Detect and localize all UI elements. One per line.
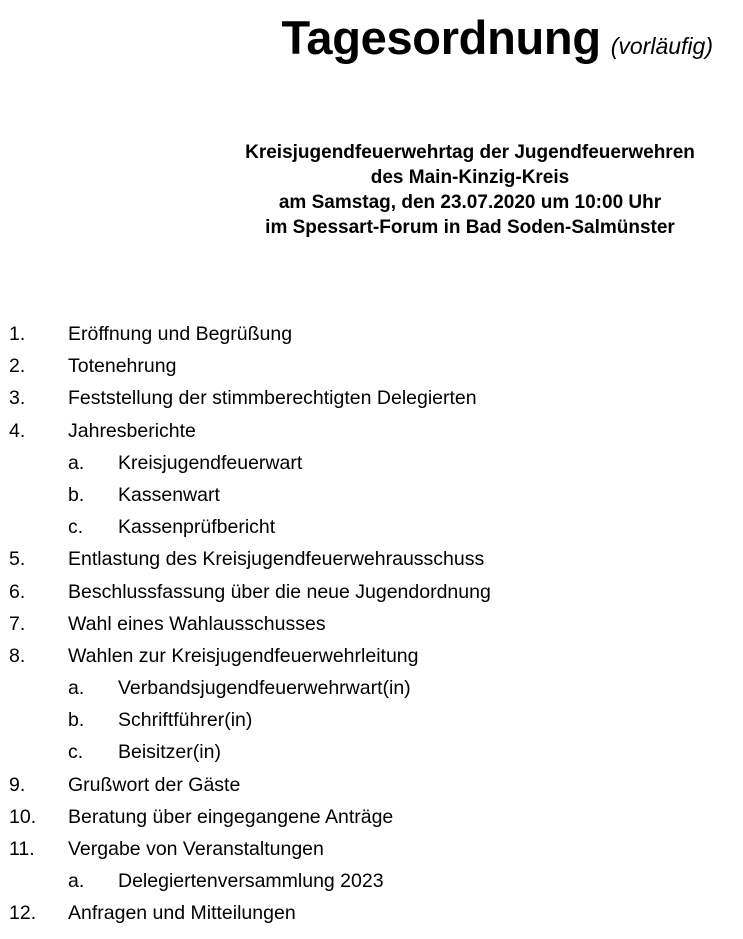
agenda-item-text: Schriftführer(in) [118, 709, 253, 732]
agenda-item-number: c. [68, 741, 84, 764]
agenda-item-text: Verbandsjugendfeuerwehrwart(in) [118, 677, 411, 700]
agenda-item-text: Wahlen zur Kreisjugendfeuerwehrleitung [68, 644, 419, 667]
agenda-item [0, 318, 743, 350]
agenda-item-number: 1. [9, 323, 26, 345]
agenda-item-number: 2. [9, 355, 26, 378]
agenda-item [0, 833, 743, 865]
title-status: (vorläufig) [610, 33, 713, 59]
agenda-item-number: 4. [9, 419, 26, 442]
agenda-item-text: Beisitzer(in) [118, 741, 221, 764]
agenda-item [0, 576, 743, 608]
agenda-item-number: 11. [9, 838, 35, 860]
agenda-item [0, 350, 743, 382]
title-main: Tagesordnung [281, 11, 601, 64]
agenda-item-number: 12. [9, 902, 37, 925]
agenda-item [0, 640, 743, 672]
agenda-item-text: Anfragen und Mitteilungen [68, 902, 296, 925]
agenda-item-number: a. [68, 677, 85, 700]
agenda-item-number: 6. [9, 580, 26, 603]
agenda-subitem [0, 511, 743, 543]
agenda-item [0, 415, 743, 447]
agenda-item-number: a. [68, 870, 85, 893]
agenda-item-number: b. [68, 709, 85, 732]
event-details [190, 140, 743, 240]
agenda-item [0, 382, 743, 414]
agenda-item-text: Jahresberichte [68, 419, 196, 442]
agenda-item-text: Kassenwart [118, 483, 220, 506]
agenda-item-number: 3. [9, 387, 26, 410]
page-title [0, 10, 743, 65]
agenda-item-text: Vergabe von Veranstaltungen [68, 838, 324, 860]
agenda-item-text: Delegiertenversammlung 2023 [118, 870, 384, 893]
agenda-item-number: c. [68, 516, 84, 539]
agenda-item-text: Kassenprüfbericht [118, 516, 276, 539]
agenda-list [0, 318, 743, 930]
agenda-subitem [0, 736, 743, 768]
agenda-item-number: 5. [9, 548, 26, 571]
agenda-item-number: 7. [9, 612, 26, 635]
event-details-line: Kreisjugendfeuerwehrtag der Jugendfeuerwehren [245, 142, 695, 163]
agenda-item [0, 543, 743, 575]
agenda-subitem [0, 672, 743, 704]
agenda-subitem [0, 447, 743, 479]
event-details-line: im Spessart-Forum in Bad Soden-Salmünster [265, 217, 675, 238]
agenda-item [0, 608, 743, 640]
agenda-item-text: Totenehrung [68, 355, 177, 378]
agenda-subitem [0, 865, 743, 897]
agenda-item-text: Eröffnung und Begrüßung [68, 323, 293, 345]
agenda-item-text: Entlastung des Kreisjugendfeuerwehrausschuss [68, 548, 485, 571]
agenda-subitem [0, 704, 743, 736]
agenda-subitem [0, 479, 743, 511]
agenda-item-number: a. [68, 451, 85, 474]
agenda-item-text: Kreisjugendfeuerwart [118, 451, 303, 474]
event-details-line: am Samstag, den 23.07.2020 um 10:00 Uhr [278, 192, 662, 213]
agenda-item-text: Wahl eines Wahlausschusses [68, 612, 326, 635]
agenda-item-text: Feststellung der stimmberechtigten Delegierten [68, 387, 477, 410]
agenda-item-text: Beratung über eingegangene Anträge [68, 805, 394, 828]
agenda-item [0, 801, 743, 833]
agenda-item-number: 9. [9, 773, 26, 796]
agenda-item [0, 897, 743, 929]
agenda-item-number: b. [68, 483, 85, 506]
agenda-item-text: Beschlussfassung über die neue Jugendordnung [68, 580, 491, 603]
agenda-item-number: 10. [9, 805, 37, 828]
agenda-item-number: 8. [9, 644, 26, 667]
agenda-item-text: Grußwort der Gäste [68, 773, 241, 796]
event-details-line: des Main-Kinzig-Kreis [370, 167, 570, 188]
agenda-item [0, 769, 743, 801]
